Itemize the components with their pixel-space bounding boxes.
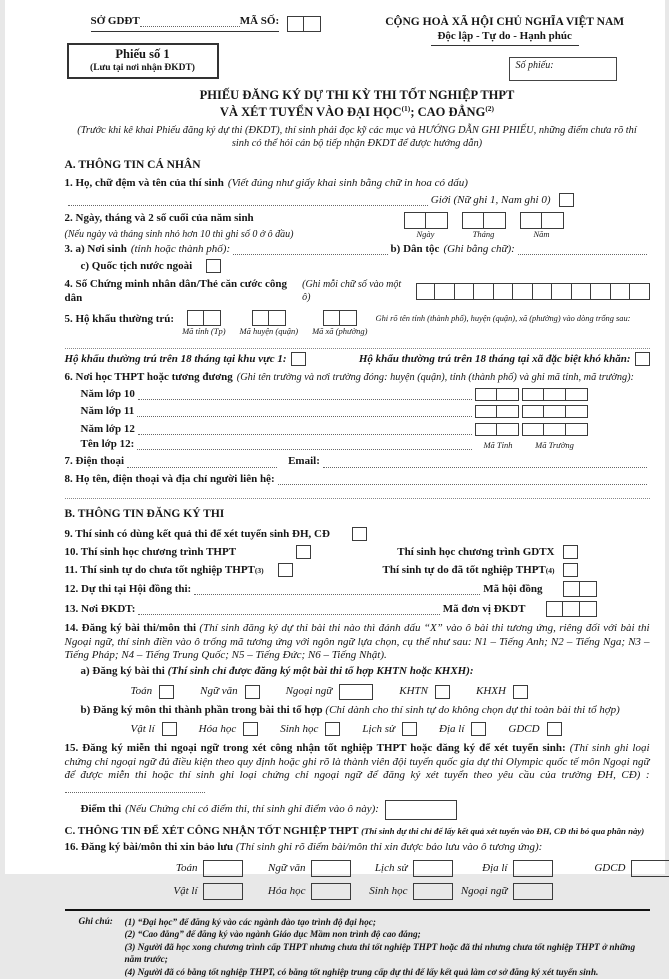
reserve-label: Lịch sử bbox=[375, 862, 408, 875]
input-cell[interactable] bbox=[340, 310, 357, 326]
item14a-header bbox=[81, 665, 650, 678]
footnote-3: (3) Người đã học xong chương trình cấp THPT nhưng chưa thi tốt nghiệp THPT hoặc đã thi nhưng chưa tốt nghiệp THPT ở những năm trước; bbox=[125, 942, 650, 967]
residency-right-label: Hộ khẩu thường trú trên 18 tháng tại xã đặc biệt khó khăn: bbox=[359, 353, 631, 366]
footnote-1: (1) “Đại học” để đăng ký vào các ngành đào tạo trình độ đại học; bbox=[125, 917, 650, 930]
dob-month-group bbox=[462, 212, 506, 239]
email-label: Email: bbox=[288, 455, 320, 468]
input-cell[interactable] bbox=[513, 283, 533, 300]
section-c-note: (Thí sinh dự thi chỉ để lấy kết quả xét tuyển vào ĐH, CĐ thì bỏ qua phần này) bbox=[361, 826, 644, 836]
item6-header bbox=[65, 371, 650, 384]
item14a-note: (Thí sinh chỉ được đăng ký một bài thi tổ hợp KHTN hoặc KHXH): bbox=[168, 665, 474, 677]
input-cell[interactable] bbox=[522, 388, 544, 401]
input-cell[interactable] bbox=[497, 423, 519, 436]
item3c-row bbox=[81, 259, 650, 273]
gender-label: Giới (Nữ ghi 1, Nam ghi 0) bbox=[431, 194, 551, 207]
input-cell[interactable] bbox=[566, 423, 588, 436]
contact-fill-line-2[interactable] bbox=[65, 490, 650, 499]
input-cell[interactable] bbox=[426, 212, 448, 229]
item9-label: 9. Thí sinh có dùng kết quả thi để xét tuyển sinh ĐH, CĐ bbox=[65, 528, 330, 541]
nation-motto: Độc lập - Tự do - Hạnh phúc bbox=[360, 30, 650, 43]
input-cell[interactable] bbox=[474, 283, 494, 300]
item11-right-label: Thí sinh tự do đã tốt nghiệp THPT bbox=[383, 564, 546, 577]
motto-underline bbox=[431, 45, 579, 46]
district-code-label: Mã huyện (quận) bbox=[240, 327, 299, 336]
header-left bbox=[65, 15, 360, 79]
item4-row bbox=[65, 278, 650, 305]
input-cell[interactable] bbox=[544, 388, 566, 401]
input-cell[interactable] bbox=[475, 423, 497, 436]
council-code-boxes bbox=[563, 581, 597, 597]
input-cell[interactable] bbox=[494, 283, 514, 300]
fullname-fill-line[interactable] bbox=[68, 195, 428, 206]
input-cell[interactable] bbox=[630, 283, 650, 300]
subject-label: GDCD bbox=[508, 723, 539, 736]
district-code-group bbox=[240, 310, 299, 336]
reserve-sinhhoc-box[interactable] bbox=[413, 883, 453, 900]
input-cell[interactable] bbox=[563, 581, 580, 597]
residency-left-label: Hộ khẩu thường trú trên 18 tháng tại khu vực 1: bbox=[65, 353, 287, 366]
sheet-number-box bbox=[67, 43, 219, 79]
reserve-hoahoc-box[interactable] bbox=[311, 883, 351, 900]
input-cell[interactable] bbox=[611, 283, 631, 300]
grade12-province-boxes bbox=[475, 423, 519, 436]
item4-label: 4. Số Chứng minh nhân dân/Thẻ căn cước công dân bbox=[65, 278, 299, 305]
section-a-title: A. THÔNG TIN CÁ NHÂN bbox=[65, 158, 650, 172]
item11-left-group bbox=[65, 563, 293, 577]
form-title-line1: PHIẾU ĐĂNG KÝ DỰ THI KỲ THI TỐT NGHIỆP THPT bbox=[65, 88, 650, 104]
reserve-nguvan-box[interactable] bbox=[311, 860, 351, 877]
reserve-ngoaingu bbox=[453, 883, 553, 900]
item2-label: 2. Ngày, tháng và 2 số cuối của năm sinh bbox=[65, 212, 404, 225]
input-cell[interactable] bbox=[475, 388, 497, 401]
zone1-box[interactable] bbox=[291, 352, 306, 366]
item16-header bbox=[65, 841, 650, 854]
input-cell[interactable] bbox=[287, 16, 304, 32]
reserve-diali bbox=[453, 860, 553, 877]
dob-day-group bbox=[404, 212, 448, 239]
subject-label: Vật lí bbox=[131, 723, 155, 736]
item2-row bbox=[65, 212, 650, 241]
subject-khtn bbox=[399, 685, 450, 699]
reserve-label: Hóa học bbox=[268, 885, 306, 898]
input-cell[interactable] bbox=[566, 388, 588, 401]
section-c-title: C. THÔNG TIN ĐỂ XÉT CÔNG NHẬN TỐT NGHIỆP THPT bbox=[65, 825, 359, 837]
form-title-line2a: VÀ XÉT TUYỂN VÀO ĐẠI HỌC bbox=[220, 105, 402, 119]
dob-day-boxes bbox=[404, 212, 448, 229]
input-cell[interactable] bbox=[462, 212, 484, 229]
grade10-school-boxes bbox=[522, 388, 588, 401]
subject-label: Sinh học bbox=[280, 723, 318, 736]
input-cell[interactable] bbox=[533, 283, 553, 300]
serial-number-box[interactable] bbox=[509, 57, 617, 81]
item11-left-sup: (3) bbox=[255, 566, 264, 575]
dkdt-code-boxes bbox=[546, 601, 597, 617]
input-cell[interactable] bbox=[542, 212, 564, 229]
subject-ngoaingu bbox=[286, 684, 374, 700]
input-cell[interactable] bbox=[204, 310, 221, 326]
reserve-ngoaingu-box[interactable] bbox=[513, 883, 553, 900]
item15-note: (Thí sinh ghi loại chứng chỉ ngoại ngữ đủ điều kiện theo quy định hoặc ghi rõ là thành viên đội tuyển quốc gia dự thi Olympic quốc tế môn Ngoại ngữ để được miễn thi hoặc thí sinh ghi loại chứng chỉ ngoại ngữ để đăng ký xét tuyển theo yêu cầu của trường ĐH, CĐ) : bbox=[65, 742, 650, 781]
grade10-label: Năm lớp 10 bbox=[81, 388, 135, 401]
dob-month-boxes bbox=[462, 212, 506, 229]
province-code-caption: Mã Tỉnh bbox=[475, 441, 522, 450]
input-cell[interactable] bbox=[544, 405, 566, 418]
title-superscript-1: (1) bbox=[402, 104, 411, 113]
exam-registration-form bbox=[5, 0, 665, 874]
input-cell[interactable] bbox=[404, 212, 426, 229]
form-title bbox=[65, 88, 650, 120]
subject-diali bbox=[439, 722, 486, 736]
subject-label: Toán bbox=[131, 685, 153, 698]
email-fill-line[interactable] bbox=[323, 457, 647, 468]
address-fill-line[interactable] bbox=[65, 340, 650, 349]
serial-label: Số phiếu: bbox=[516, 60, 554, 71]
province-code-label: Mã tỉnh (Tp) bbox=[182, 327, 225, 336]
item3-row bbox=[65, 243, 650, 256]
input-cell[interactable] bbox=[563, 601, 580, 617]
input-cell[interactable] bbox=[572, 283, 592, 300]
school-code-caption: Mã Trường bbox=[522, 441, 588, 450]
subject-gdcd bbox=[508, 722, 561, 736]
item10-left-group bbox=[65, 545, 312, 559]
item15-block bbox=[65, 742, 650, 797]
sheet-subtitle: (Lưu tại nơi nhận ĐKDT) bbox=[73, 63, 213, 75]
ngoaingu-box[interactable] bbox=[339, 684, 373, 700]
footnotes bbox=[79, 917, 650, 979]
grade10-province-boxes bbox=[475, 388, 519, 401]
grade11-province-boxes bbox=[475, 405, 519, 418]
item7-row bbox=[65, 455, 650, 468]
item5-label: 5. Hộ khẩu thường trú: bbox=[65, 313, 175, 326]
input-cell[interactable] bbox=[484, 212, 506, 229]
gender-box[interactable] bbox=[559, 193, 574, 207]
item3b-note: (Ghi bằng chữ): bbox=[443, 243, 514, 256]
item14a-subjects-row bbox=[131, 684, 650, 700]
input-cell[interactable] bbox=[475, 405, 497, 418]
input-cell[interactable] bbox=[580, 601, 597, 617]
dob-year-group bbox=[520, 212, 564, 239]
item15-label: 15. Đăng ký miễn thi ngoại ngữ trong xét công nhận tốt nghiệp THPT hoặc đăng ký để xét tuyển sinh: bbox=[65, 742, 566, 754]
reserve-label: Địa lí bbox=[482, 862, 507, 875]
grade12-fill-line[interactable] bbox=[138, 424, 472, 435]
form-instruction: (Trước khi kê khai Phiếu đăng ký dự thi (ĐKDT), thí sinh phải đọc kỹ các mục và HƯỚNG DẪN GHI PHIẾU, những điểm chưa rõ thí sinh có thể hỏi cán bộ tiếp nhận ĐKDT để được hướng dẫn) bbox=[76, 124, 638, 150]
use-result-box[interactable] bbox=[352, 527, 367, 541]
item16-note: (Thí sinh ghi rõ điểm bài/môn thi xin được bảo lưu vào ô tương ứng): bbox=[236, 841, 542, 853]
class12-row bbox=[81, 438, 650, 451]
item10-right-label: Thí sinh học chương trình GDTX bbox=[397, 546, 554, 559]
dob-year-label: Năm bbox=[533, 230, 549, 239]
subject-khxh bbox=[476, 685, 528, 699]
subject-label: KHTN bbox=[399, 685, 428, 698]
item2-note: (Nếu ngày và tháng sinh nhỏ hơn 10 thì ghi số 0 ở ô đầu) bbox=[65, 229, 404, 241]
nation-title: CỘNG HOÀ XÃ HỘI CHỦ NGHĨA VIỆT NAM bbox=[360, 15, 650, 29]
input-cell[interactable] bbox=[552, 283, 572, 300]
nguvan-box[interactable] bbox=[245, 685, 260, 699]
item8-row bbox=[65, 473, 650, 486]
item12-label: 12. Dự thi tại Hội đồng thi: bbox=[65, 583, 192, 596]
thpt-program-box[interactable] bbox=[296, 545, 311, 559]
reserve-lichsu-box[interactable] bbox=[413, 860, 453, 877]
grade11-label: Năm lớp 11 bbox=[81, 405, 135, 418]
council-fill-line[interactable] bbox=[194, 584, 480, 595]
subject-label: Lịch sử bbox=[362, 723, 395, 736]
subject-sinhhoc bbox=[280, 722, 340, 736]
grade12-label: Năm lớp 12 bbox=[81, 423, 135, 436]
phone-label: 7. Điện thoại bbox=[65, 455, 125, 468]
vatli-box[interactable] bbox=[162, 722, 177, 736]
toan-box[interactable] bbox=[159, 685, 174, 699]
input-cell[interactable] bbox=[455, 283, 475, 300]
gdcd-box[interactable] bbox=[547, 722, 562, 736]
item14b-subjects-row bbox=[131, 722, 650, 736]
dkdt-fill-line[interactable] bbox=[138, 604, 439, 615]
grade11-fill-line[interactable] bbox=[137, 406, 471, 417]
subject-toan bbox=[131, 685, 175, 699]
commune-code-group bbox=[312, 310, 367, 336]
subject-nguvan bbox=[200, 685, 259, 699]
department-label: SỞ GDĐT bbox=[91, 15, 140, 28]
item14-note: (Thí sinh đăng ký dự thi bài thi nào thì đánh dấu “X” vào ô bài thi tương ứng, riêng đối với bài thi Ngoại ngữ, thí sinh điền vào ô trống mã tương ứng với ngôn ngữ lựa chọn, cụ thể như sau: N1 – Tiếng Anh; N2 – Tiếng Nga; N3 – Tiếng Pháp; N4 – Tiếng Trung Quốc; N5 – Tiếng Đức; N6 – Tiếng Nhật). bbox=[65, 622, 650, 661]
input-cell[interactable] bbox=[591, 283, 611, 300]
department-underline bbox=[91, 15, 280, 32]
residency-right bbox=[359, 352, 650, 366]
sinhhoc-box[interactable] bbox=[325, 722, 340, 736]
item14-label: 14. Đăng ký bài thi/môn thi bbox=[65, 622, 197, 634]
input-cell[interactable] bbox=[252, 310, 269, 326]
subject-label: KHXH bbox=[476, 685, 506, 698]
reserve-toan-box[interactable] bbox=[203, 860, 243, 877]
footnotes-list bbox=[125, 917, 650, 979]
subject-lichsu bbox=[362, 722, 417, 736]
free-candidate-not-grad-box[interactable] bbox=[278, 563, 293, 577]
item14a-label: a) Đăng ký bài thi bbox=[81, 665, 165, 677]
reserve-label: Vật lí bbox=[173, 885, 197, 898]
commune-code-boxes bbox=[323, 310, 357, 326]
item10-row bbox=[65, 545, 650, 559]
input-cell[interactable] bbox=[520, 212, 542, 229]
contact-label: 8. Họ tên, điện thoại và địa chỉ người liên hệ: bbox=[65, 473, 275, 486]
item14b-note: (Chỉ dành cho thí sinh tự do không chọn dự thi toàn bài thi tổ hợp) bbox=[325, 704, 619, 716]
difficult-area-box[interactable] bbox=[635, 352, 650, 366]
item11-right-group bbox=[383, 563, 578, 577]
residency-left bbox=[65, 352, 306, 366]
reserve-label: Toán bbox=[176, 862, 198, 875]
birthplace-fill-line[interactable] bbox=[233, 244, 387, 255]
dob-year-boxes bbox=[520, 212, 564, 229]
khtn-box[interactable] bbox=[435, 685, 450, 699]
item1-row bbox=[65, 177, 650, 190]
foreign-nationality-box[interactable] bbox=[206, 259, 221, 273]
item12-row bbox=[65, 581, 650, 597]
certificate-fill-line[interactable] bbox=[65, 783, 205, 793]
grade12-row bbox=[81, 423, 650, 436]
ma-so-boxes bbox=[287, 16, 321, 32]
subject-label: Ngữ văn bbox=[200, 685, 237, 698]
ethnicity-fill-line[interactable] bbox=[518, 244, 647, 255]
reserve-sinhhoc bbox=[351, 883, 453, 900]
department-line bbox=[91, 15, 360, 32]
input-cell[interactable] bbox=[544, 423, 566, 436]
item14b-label: b) Đăng ký môn thi thành phần trong bài thi tổ hợp bbox=[81, 704, 323, 716]
input-cell[interactable] bbox=[323, 310, 340, 326]
footer-divider bbox=[65, 909, 650, 911]
item9-row bbox=[65, 527, 650, 541]
item3c-label: c) Quốc tịch nước ngoài bbox=[81, 260, 193, 273]
form-title-line2 bbox=[65, 104, 650, 121]
contact-fill-line[interactable] bbox=[278, 474, 647, 485]
commune-code-label: Mã xã (phường) bbox=[312, 327, 367, 336]
item5-note: Ghi rõ tên tỉnh (thành phố), huyện (quận), xã (phường) vào dòng trống sau: bbox=[376, 314, 631, 324]
item11-right-sup: (4) bbox=[546, 566, 555, 575]
subject-label: Ngoại ngữ bbox=[286, 685, 333, 698]
item4-note: (Ghi mỗi chữ số vào một ô) bbox=[302, 279, 408, 303]
title-superscript-2: (2) bbox=[485, 104, 494, 113]
reserve-vatli bbox=[133, 883, 243, 900]
reserve-gdcd-box[interactable] bbox=[631, 860, 669, 877]
reserve-label: Ngữ văn bbox=[268, 862, 305, 875]
dkdt-code-label: Mã đơn vị ĐKDT bbox=[443, 603, 526, 616]
subject-label: Hóa học bbox=[199, 723, 237, 736]
grade11-school-boxes bbox=[522, 405, 588, 418]
reserve-label: Ngoại ngữ bbox=[461, 885, 508, 898]
department-fill-line[interactable] bbox=[140, 17, 240, 27]
subject-hoahoc bbox=[199, 722, 259, 736]
score-label: Điểm thi bbox=[81, 803, 122, 816]
item3b-label: b) Dân tộc bbox=[391, 243, 440, 256]
grade12-school-boxes bbox=[522, 423, 588, 436]
input-cell[interactable] bbox=[546, 601, 563, 617]
item16-label: 16. Đăng ký bài/môn thi xin bảo lưu bbox=[65, 841, 234, 853]
province-code-boxes bbox=[187, 310, 221, 326]
footnote-2: (2) “Cao đẳng” để đăng ký vào ngành Giáo dục Mầm non trình độ cao đẳng; bbox=[125, 929, 650, 942]
form-title-line2b: ; CAO ĐẲNG bbox=[410, 105, 485, 119]
score-note: (Nếu Chứng chỉ có điểm thi, thí sinh ghi điểm vào ô này): bbox=[125, 803, 379, 816]
item3a-note: (tỉnh hoặc thành phố): bbox=[131, 243, 230, 256]
item1-note: (Viết đúng như giấy khai sinh bằng chữ in hoa có dấu) bbox=[228, 177, 468, 190]
reserve-lichsu bbox=[351, 860, 453, 877]
item10-left-label: 10. Thí sinh học chương trình THPT bbox=[65, 546, 237, 559]
reserve-label: GDCD bbox=[594, 862, 625, 875]
certificate-score-box[interactable] bbox=[385, 800, 457, 820]
item11-row bbox=[65, 563, 650, 577]
item1-name-row bbox=[65, 193, 650, 207]
hoahoc-box[interactable] bbox=[243, 722, 258, 736]
item10-right-group bbox=[397, 545, 577, 559]
subject-vatli bbox=[131, 722, 177, 736]
item14b-header bbox=[81, 704, 650, 717]
reserve-hoahoc bbox=[243, 883, 351, 900]
input-cell[interactable] bbox=[522, 405, 544, 418]
grade11-row bbox=[81, 405, 650, 418]
subject-label: Địa lí bbox=[439, 723, 464, 736]
id-number-boxes bbox=[416, 283, 650, 300]
code-label: MÃ SỐ: bbox=[240, 15, 279, 28]
input-cell[interactable] bbox=[522, 423, 544, 436]
item6-label: 6. Nơi học THPT hoặc tương đương bbox=[65, 371, 233, 384]
footnote-4: (4) Người đã có bằng tốt nghiệp THPT, có bằng tốt nghiệp trung cấp dự thi để lấy kết quả làm cơ sở đăng ký xét tuyển sinh. bbox=[125, 967, 650, 979]
class12-fill-line[interactable] bbox=[137, 439, 471, 450]
form-header bbox=[65, 15, 650, 81]
item3a-label: 3. a) Nơi sinh bbox=[65, 243, 127, 256]
item15-score-row bbox=[81, 800, 650, 820]
province-code-group bbox=[182, 310, 225, 336]
input-cell[interactable] bbox=[269, 310, 286, 326]
input-cell[interactable] bbox=[304, 16, 321, 32]
dob-month-label: Tháng bbox=[473, 230, 495, 239]
reserve-nguvan bbox=[243, 860, 351, 877]
input-cell[interactable] bbox=[435, 283, 455, 300]
dob-day-label: Ngày bbox=[417, 230, 435, 239]
section-c-title-row bbox=[65, 825, 650, 838]
input-cell[interactable] bbox=[497, 405, 519, 418]
item14-intro bbox=[65, 622, 650, 662]
header-right bbox=[360, 15, 650, 81]
item11-left-label: 11. Thí sinh tự do chưa tốt nghiệp THPT bbox=[65, 564, 255, 577]
free-candidate-grad-box[interactable] bbox=[563, 563, 578, 577]
item5-row bbox=[65, 310, 650, 336]
footnotes-label: Ghi chú: bbox=[79, 917, 125, 928]
phone-fill-line[interactable] bbox=[127, 457, 277, 468]
reserve-vatli-box[interactable] bbox=[203, 883, 243, 900]
item1-label: 1. Họ, chữ đệm và tên của thí sinh bbox=[65, 177, 224, 190]
class12-label: Tên lớp 12: bbox=[81, 438, 135, 451]
national-motto bbox=[360, 15, 650, 46]
item6-note: (Ghi tên trường và nơi trường đóng: huyện (quận), tỉnh (thành phố) và ghi mã tỉnh, mã trường): bbox=[237, 372, 634, 385]
item13-label: 13. Nơi ĐKDT: bbox=[65, 603, 136, 616]
grade10-fill-line[interactable] bbox=[138, 389, 472, 400]
council-code-label: Mã hội đồng bbox=[483, 583, 542, 596]
residency-row bbox=[65, 352, 650, 366]
item16-score-grid bbox=[133, 860, 630, 900]
section-b-title: B. THÔNG TIN ĐĂNG KÝ THI bbox=[65, 507, 650, 521]
lichsu-box[interactable] bbox=[402, 722, 417, 736]
input-cell[interactable] bbox=[580, 581, 597, 597]
reserve-diali-box[interactable] bbox=[513, 860, 553, 877]
grade10-row bbox=[81, 388, 650, 401]
reserve-gdcd bbox=[553, 860, 669, 877]
sheet-title: Phiếu số 1 bbox=[73, 47, 213, 62]
diali-box[interactable] bbox=[471, 722, 486, 736]
input-cell[interactable] bbox=[187, 310, 204, 326]
gdtx-program-box[interactable] bbox=[563, 545, 578, 559]
district-code-boxes bbox=[252, 310, 286, 326]
input-cell[interactable] bbox=[497, 388, 519, 401]
reserve-label: Sinh học bbox=[369, 885, 407, 898]
reserve-toan bbox=[133, 860, 243, 877]
khxh-box[interactable] bbox=[513, 685, 528, 699]
input-cell[interactable] bbox=[416, 283, 436, 300]
item13-row bbox=[65, 601, 650, 617]
input-cell[interactable] bbox=[566, 405, 588, 418]
